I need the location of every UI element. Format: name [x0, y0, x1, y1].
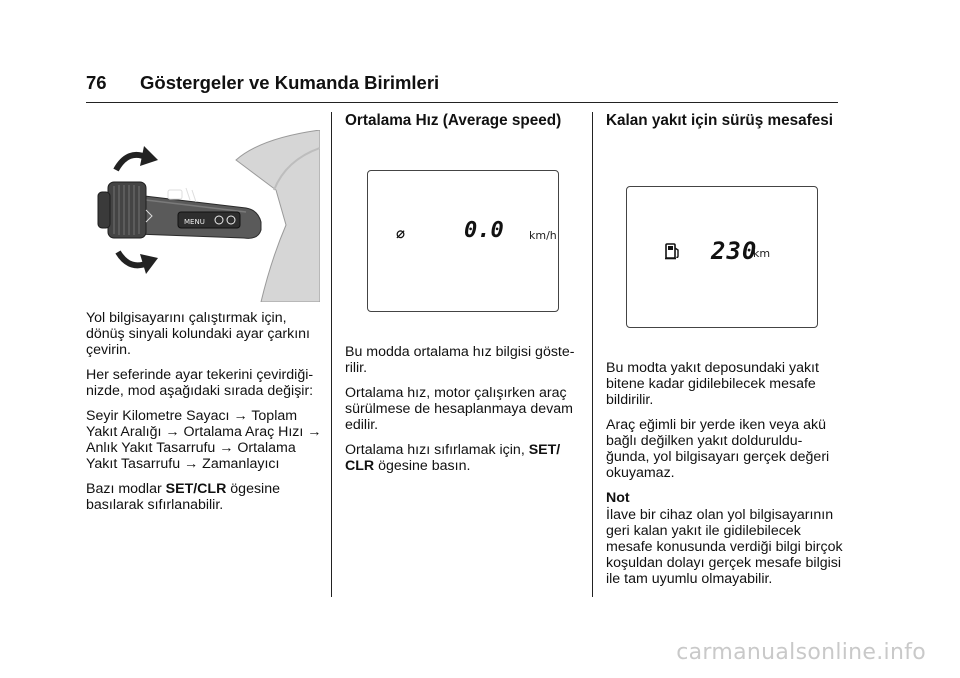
set-clr-label: SET/CLR	[165, 481, 227, 497]
column-divider-right	[592, 112, 593, 597]
note-label: Not	[606, 490, 630, 506]
speed-unit: km/h	[529, 229, 557, 242]
left-column-text	[86, 310, 324, 522]
distance-unit: km	[753, 247, 771, 260]
average-symbol: ⌀	[396, 225, 406, 243]
fuel-pump-icon	[665, 242, 681, 260]
watermark: carmanualsonline.info	[676, 640, 926, 665]
paragraph: Yol bilgisayarını çalıştırmak için, dönüş sinyali kolundaki ayar çarkını çevirin.	[86, 310, 310, 358]
middle-column-text	[345, 344, 583, 483]
fuel-range-value: 230	[711, 237, 758, 265]
column-divider-left	[331, 112, 332, 597]
turn-signal-stalk-illustration	[86, 130, 320, 302]
note-text: İlave bir cihaz olan yol bilgisayarının geri kalan yakıt ile gidilebilecek mesafe konusunda verdiği bilgi birçok koşuldan dolayı gerçek mesafe bilgisi ile tam uyumlu olmayabilir.	[606, 507, 843, 587]
paragraph: Ortalama hız, motor çalışırken araç sürülmese de hesaplanmaya devam edilir.	[345, 385, 573, 433]
fuel-range-display	[626, 186, 818, 328]
right-column-text	[606, 360, 844, 596]
average-speed-heading: Ortalama Hız (Average speed)	[345, 112, 562, 129]
menu-button-label: MENU	[184, 218, 205, 226]
paragraph: Bu modta yakıt deposundaki yakıt bitene kadar gidilebilecek mesafe bildirilir.	[606, 360, 819, 408]
set-clr-label: SET/ CLR	[345, 442, 561, 474]
page-header	[86, 68, 838, 103]
paragraph: Araç eğimli bir yerde iken veya akü bağlı değilken yakıt dolduruldu- ğunda, yol bilgisayarı gerçek değeri okuyamaz.	[606, 417, 830, 481]
fuel-range-heading: Kalan yakıt için sürüş mesafesi	[606, 112, 834, 129]
section-title: Göstergeler ve Kumanda Birimleri	[140, 72, 440, 93]
average-speed-value: 0.0	[464, 218, 504, 243]
paragraph: Bazı modlar SET/CLR ögesine basılarak sıfırlanabilir.	[86, 481, 280, 513]
stalk-drawing	[86, 130, 320, 302]
average-speed-display	[367, 170, 559, 312]
paragraph: Seyir Kilometre Sayacı → Toplam Yakıt Aralığı → Ortalama Araç Hızı → Anlık Yakıt Tasarrufu → Ortalama Yakıt Tasarrufu → Zamanlayıcı	[86, 408, 322, 472]
paragraph: Her seferinde ayar tekerini çevirdiği- nizde, mod aşağıdaki sırada değişir:	[86, 367, 314, 399]
paragraph: Ortalama hızı sıfırlamak için, SET/ CLR ögesine basın.	[345, 442, 561, 474]
paragraph: Bu modda ortalama hız bilgisi göste- rilir.	[345, 344, 575, 376]
page-number: 76	[86, 72, 107, 93]
